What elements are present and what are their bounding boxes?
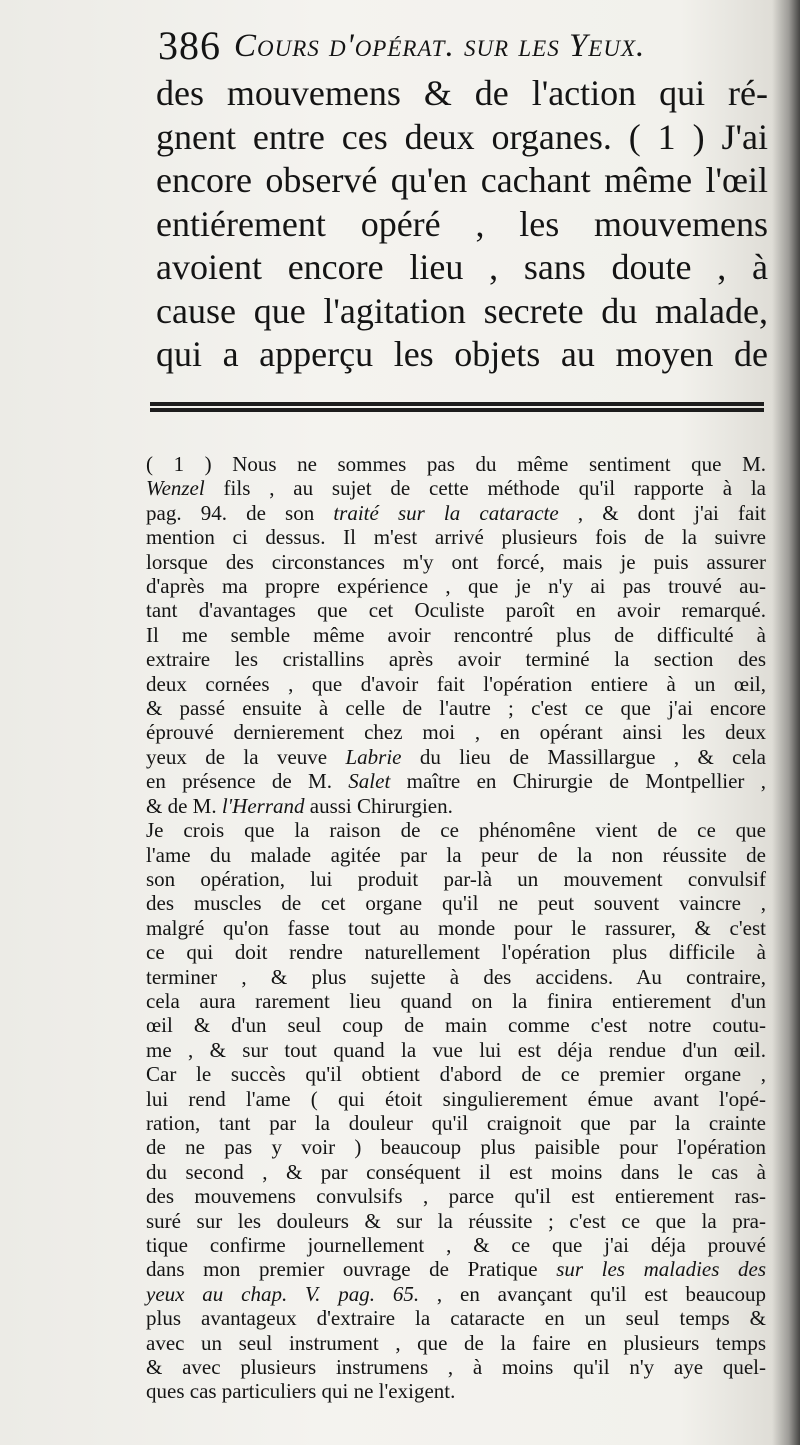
footnote-line: [146, 818, 766, 842]
footnote-text: des mouvemens convulsifs , parce qu'il est entierement ras-: [146, 1184, 766, 1209]
footnote-line: [146, 672, 766, 696]
footnote-line: [146, 1379, 766, 1403]
footnote-text: aussi Chirurgien.: [304, 793, 453, 818]
footnote-line: [146, 1062, 766, 1086]
footnote-line: [146, 916, 766, 940]
footnote-italic-text: Salet: [348, 769, 391, 794]
footnote-italic-text: Wenzel: [146, 476, 205, 501]
footnote-line: [146, 1013, 766, 1037]
footnote-line: [146, 1111, 766, 1135]
footnote-line: [146, 623, 766, 647]
footnote-line: [146, 574, 766, 598]
footnote-text: tique confirme journellement , & ce que j'ai déja prouvé: [146, 1233, 766, 1257]
footnote-text: terminer , & plus sujette à des accidens. Au contraire,: [146, 964, 766, 989]
footnote-text: Il me semble même avoir rencontré plus de difficulté à: [146, 622, 766, 647]
footnote-text: tant d'avantages que cet Oculiste paroît en avoir remarqué.: [146, 598, 766, 623]
main-text-line: des mouvemens & de l'action qui ré-: [156, 73, 768, 113]
footnote-line: [146, 891, 766, 915]
footnote-text: suré sur les douleurs & sur la réussite ; c'est ce que la pra-: [146, 1208, 766, 1233]
footnote-text: Car le succès qu'il obtient d'abord de ce premier organe ,: [146, 1062, 766, 1087]
footnote-text: , & dont j'ai fait: [558, 500, 766, 525]
main-text-line: qui a apperçu les objets au moyen de: [156, 334, 768, 374]
footnote-text: œil & d'un seul coup de main comme c'est notre coutu-: [146, 1013, 766, 1038]
footnote-text: plus avantageux d'extraire la cataracte en un seul temps &: [146, 1306, 766, 1331]
footnote-text: maître en Chirurgie de Montpellier ,: [390, 769, 766, 794]
footnote-line: [146, 501, 766, 525]
footnote-italic-text: traité sur la cataracte: [333, 500, 559, 525]
footnote-line: [146, 1355, 766, 1379]
page-header: [158, 18, 768, 74]
footnote-block: [146, 452, 766, 1404]
footnote-line: [146, 647, 766, 671]
footnote-text: ( 1 ) Nous ne sommes pas du même sentiment que M.: [146, 452, 766, 476]
footnote-text: Je crois que la raison de ce phénomêne vient de ce que: [146, 818, 766, 843]
footnote-text: en présence de M.: [146, 769, 349, 794]
footnote-line: [146, 745, 766, 769]
footnote-text: des muscles de cet organe qu'il ne peut souvent vaincre ,: [146, 891, 766, 916]
footnote-text: mention ci dessus. Il m'est arrivé plusieurs fois de la suivre: [146, 525, 766, 550]
footnote-line: [146, 476, 766, 500]
footnote-italic-text: l'Herrand: [221, 793, 305, 818]
footnote-text: & de M.: [146, 793, 222, 818]
footnote-line: [146, 843, 766, 867]
footnote-text: ques cas particuliers qui ne l'exigent.: [146, 1379, 456, 1404]
footnote-text: pag. 94. de son: [146, 500, 334, 525]
footnote-text: & passé ensuite à celle de l'autre ; c'est ce que j'ai encore: [146, 696, 766, 721]
main-text-line: gnent entre ces deux organes. ( 1 ) J'ai: [156, 116, 768, 157]
footnote-italic-text: yeux au chap. V. pag. 65.: [146, 1281, 420, 1306]
footnote-text: ration, tant par la douleur qu'il craignoit que par la crainte: [146, 1110, 766, 1135]
footnote-text: cela aura rarement lieu quand on la finira entierement d'un: [146, 988, 766, 1013]
footnote-text: du lieu de Massillargue , & cela: [401, 744, 766, 769]
footnote-line: [146, 794, 766, 818]
footnote-line: [146, 1233, 766, 1257]
footnote-text: du second , & par conséquent il est moins dans le cas à: [146, 1159, 766, 1184]
footnote-line: [146, 452, 766, 476]
footnote-text: & avec plusieurs instrumens , à moins qu'il n'y aye quel-: [146, 1355, 766, 1380]
footnote-italic-text: Labrie: [345, 744, 402, 769]
footnote-line: [146, 525, 766, 549]
footnote-separator-rule: [150, 402, 764, 414]
footnote-line: [146, 550, 766, 574]
footnote-line: [146, 598, 766, 622]
footnote-italic-text: sur les maladies des: [556, 1257, 766, 1282]
footnote-line: [146, 1282, 766, 1306]
footnote-line: [146, 1087, 766, 1111]
footnote-text: de ne pas y voir ) beaucoup plus paisible pour l'opération: [146, 1135, 766, 1160]
footnote-text: éprouvé dernierement chez moi , en opérant ainsi les deux: [146, 720, 766, 745]
footnote-line: [146, 1038, 766, 1062]
footnote-text: dans mon premier ouvrage de Pratique: [146, 1257, 557, 1282]
footnote-line: [146, 1331, 766, 1355]
footnote-line: [146, 1184, 766, 1208]
footnote-text: son opération, lui produit par-là un mouvement convulsif: [146, 866, 766, 891]
main-text-line: encore observé qu'en cachant même l'œil: [156, 160, 768, 200]
footnote-text: ce qui doit rendre naturellement l'opération plus difficile à: [146, 940, 766, 965]
footnote-text: avec un seul instrument , que de la faire en plusieurs temps: [146, 1330, 766, 1355]
page-number: 386: [158, 23, 221, 68]
footnote-line: [146, 696, 766, 720]
footnote-text: deux cornées , que d'avoir fait l'opération entiere à un œil,: [146, 671, 766, 696]
footnote-line: [146, 867, 766, 891]
footnote-line: [146, 940, 766, 964]
footnote-line: [146, 1135, 766, 1159]
footnote-text: extraire les cristallins après avoir terminé la section des: [146, 647, 766, 672]
footnote-text: l'ame du malade agitée par la peur de la non réussite de: [146, 842, 766, 867]
page-gutter-shadow: [772, 0, 800, 1445]
footnote-text: yeux de la veuve: [146, 744, 346, 769]
footnote-text: lui rend l'ame ( qui étoit singulierement émue avant l'opé-: [146, 1086, 766, 1111]
footnote-line: [146, 769, 766, 793]
footnote-line: [146, 965, 766, 989]
running-head: Cours d'opérat. sur les Yeux.: [234, 28, 646, 64]
footnote-line: [146, 1209, 766, 1233]
footnote-text: d'après ma propre expérience , que je n'y ai pas trouvé au-: [146, 574, 766, 599]
footnote-line: [146, 1306, 766, 1330]
main-text-line: entiérement opéré , les mouvemens: [156, 203, 768, 244]
main-text-line: avoient encore lieu , sans doute , à: [156, 247, 768, 287]
main-text-line: cause que l'agitation secrete du malade,: [156, 290, 768, 331]
footnote-line: [146, 1160, 766, 1184]
footnote-text: me , & sur tout quand la vue lui est déja rendue d'un œil.: [146, 1037, 766, 1062]
main-text-block: [156, 72, 768, 377]
footnote-text: , en avançant qu'il est beaucoup: [419, 1281, 767, 1306]
footnote-text: lorsque des circonstances m'y ont forcé, mais je puis assurer: [146, 549, 766, 574]
footnote-text: malgré qu'on fasse tout au monde pour le rassurer, & c'est: [146, 915, 766, 940]
footnote-line: [146, 1257, 766, 1281]
footnote-line: [146, 989, 766, 1013]
footnote-line: [146, 720, 766, 744]
footnote-text: fils , au sujet de cette méthode qu'il rapporte à la: [204, 476, 766, 501]
